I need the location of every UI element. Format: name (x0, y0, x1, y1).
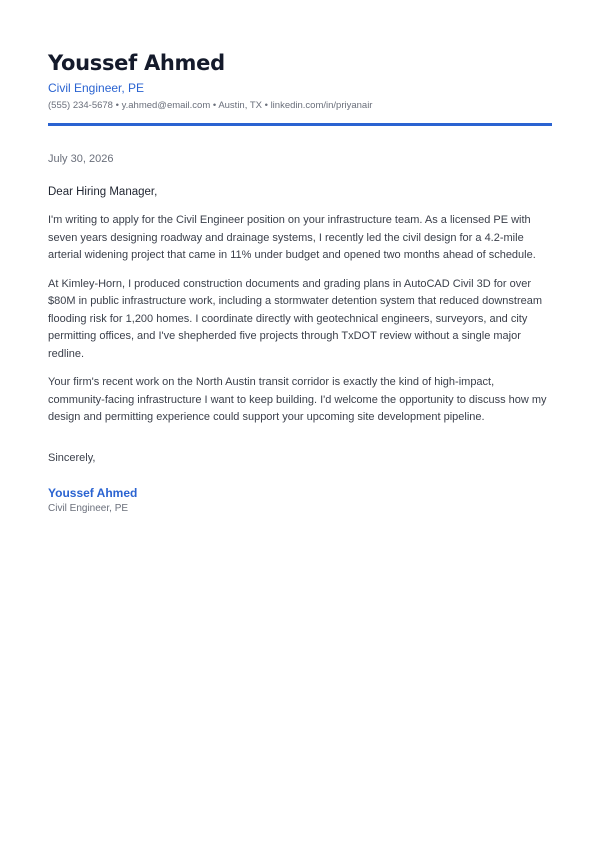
closing: Sincerely, (48, 451, 96, 464)
body-paragraph: At Kimley-Horn, I produced construction documents and grading plans in AutoCAD Civil 3D for over $80M in public infrastructure work, including a stormwater detention system that reduced downstream flooding risk for 1,200 homes. I coordinate directly with geotechnical engineers, surveyors, and city permitting offices, and I've shepherded five projects through TxDOT review without a single major redline. (48, 277, 543, 360)
contact-info: (555) 234-5678 • y.ahmed@email.com • Austin, TX • linkedin.com/in/priyanair (48, 100, 373, 111)
salutation: Dear Hiring Manager, (48, 186, 158, 198)
body-paragraph: I'm writing to apply for the Civil Engineer position on your infrastructure team. As a licensed PE with seven years designing roadway and drainage systems, I recently led the civil design for a 4.2-mile arterial widening project that came in 11% under budget and opened two months ahead of schedule. (48, 214, 536, 261)
body-paragraph: Your firm's recent work on the North Austin transit corridor is exactly the kind of high-impact, community-facing infrastructure I want to keep building. I'd welcome the opportunity to discuss how my design and permitting experience could support your upcoming site development pipeline. (48, 376, 547, 423)
applicant-name: Youssef Ahmed (48, 51, 225, 75)
letter-date: July 30, 2026 (48, 153, 114, 165)
header-divider (48, 123, 552, 126)
signature-title: Civil Engineer, PE (48, 502, 129, 514)
applicant-title: Civil Engineer, PE (48, 81, 145, 95)
letter-body (48, 212, 552, 427)
signature-name: Youssef Ahmed (48, 485, 138, 500)
